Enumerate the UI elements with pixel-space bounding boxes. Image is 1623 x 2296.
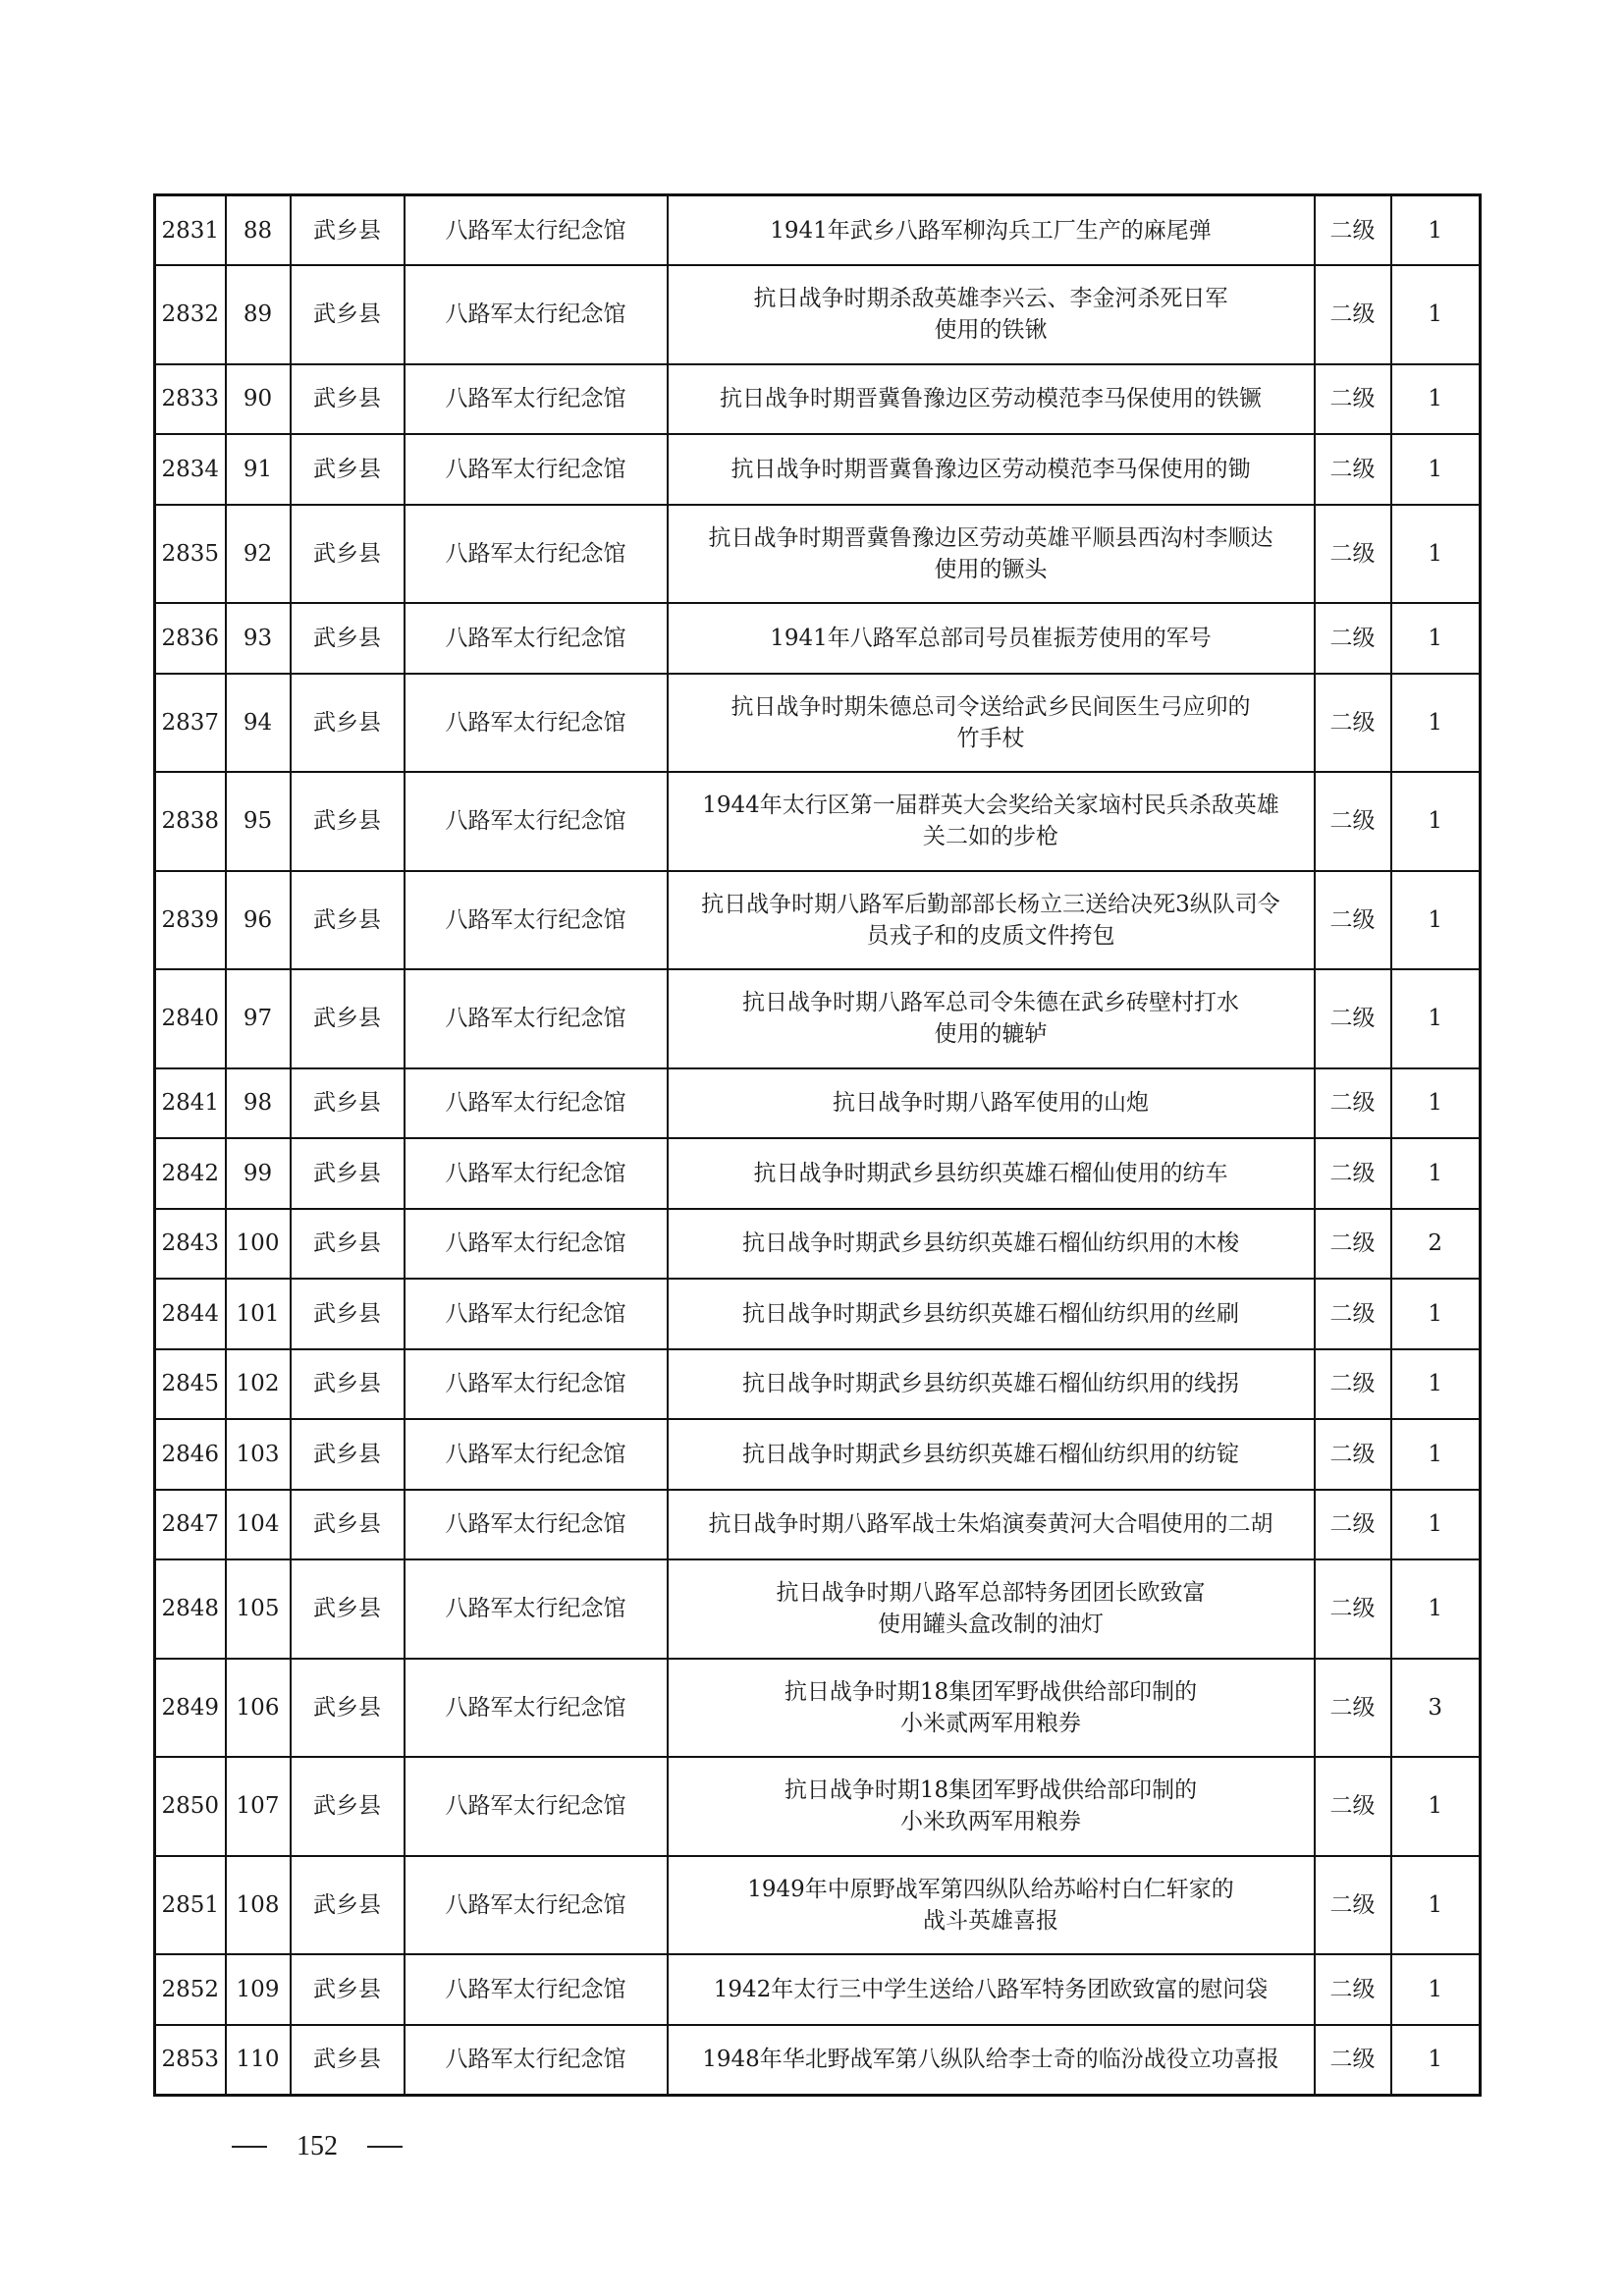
table-row: [155, 1490, 1481, 1560]
table-row: [155, 434, 1481, 505]
holding-unit-cell: 八路军太行纪念馆: [405, 1954, 668, 2025]
quantity-cell: 1: [1391, 1559, 1481, 1659]
relics-table: [153, 193, 1482, 2097]
holding-unit-cell: 八路军太行纪念馆: [405, 603, 668, 674]
grade-cell: 二级: [1315, 195, 1391, 266]
county-cell: 武乡县: [291, 1279, 405, 1349]
relic-name-cell: 1941年八路军总部司号员崔振芳使用的军号: [668, 603, 1315, 674]
county-cell: 武乡县: [291, 1954, 405, 2025]
grade-cell: 二级: [1315, 1757, 1391, 1856]
holding-unit-cell: 八路军太行纪念馆: [405, 871, 668, 970]
table-row: [155, 1559, 1481, 1659]
relic-name-cell: 1941年武乡八路军柳沟兵工厂生产的麻尾弹: [668, 195, 1315, 266]
holding-unit-cell: 八路军太行纪念馆: [405, 1659, 668, 1758]
grade-cell: 二级: [1315, 434, 1391, 505]
item-number-cell: 105: [226, 1559, 291, 1659]
serial-number-cell: 2849: [155, 1659, 226, 1758]
grade-cell: 二级: [1315, 1279, 1391, 1349]
holding-unit-cell: 八路军太行纪念馆: [405, 1279, 668, 1349]
item-number-cell: 97: [226, 969, 291, 1068]
table-row: [155, 195, 1481, 266]
serial-number-cell: 2834: [155, 434, 226, 505]
county-cell: 武乡县: [291, 265, 405, 364]
item-number-cell: 102: [226, 1349, 291, 1420]
holding-unit-cell: 八路军太行纪念馆: [405, 969, 668, 1068]
grade-cell: 二级: [1315, 364, 1391, 435]
grade-cell: 二级: [1315, 265, 1391, 364]
table-row: [155, 674, 1481, 773]
serial-number-cell: 2837: [155, 674, 226, 773]
holding-unit-cell: 八路军太行纪念馆: [405, 1757, 668, 1856]
county-cell: 武乡县: [291, 364, 405, 435]
grade-cell: 二级: [1315, 674, 1391, 773]
quantity-cell: 1: [1391, 1279, 1481, 1349]
serial-number-cell: 2840: [155, 969, 226, 1068]
county-cell: 武乡县: [291, 674, 405, 773]
grade-cell: 二级: [1315, 1559, 1391, 1659]
quantity-cell: 1: [1391, 505, 1481, 604]
relic-name-cell: 抗日战争时期朱德总司令送给武乡民间医生弓应卯的 竹手杖: [668, 674, 1315, 773]
relic-name-cell: 抗日战争时期武乡县纺织英雄石榴仙纺织用的木梭: [668, 1209, 1315, 1280]
relic-name-cell: 抗日战争时期八路军后勤部部长杨立三送给决死3纵队司令 员戎子和的皮质文件挎包: [668, 871, 1315, 970]
quantity-cell: 1: [1391, 1954, 1481, 2025]
relic-name-cell: 1948年华北野战军第八纵队给李士奇的临汾战役立功喜报: [668, 2025, 1315, 2096]
quantity-cell: 1: [1391, 1068, 1481, 1139]
relic-name-cell: 抗日战争时期武乡县纺织英雄石榴仙纺织用的纺锭: [668, 1419, 1315, 1490]
county-cell: 武乡县: [291, 195, 405, 266]
county-cell: 武乡县: [291, 603, 405, 674]
page-footer: [232, 2131, 403, 2162]
grade-cell: 二级: [1315, 1954, 1391, 2025]
table-row: [155, 1068, 1481, 1139]
holding-unit-cell: 八路军太行纪念馆: [405, 1559, 668, 1659]
item-number-cell: 98: [226, 1068, 291, 1139]
county-cell: 武乡县: [291, 1138, 405, 1209]
item-number-cell: 101: [226, 1279, 291, 1349]
serial-number-cell: 2847: [155, 1490, 226, 1560]
serial-number-cell: 2851: [155, 1856, 226, 1955]
quantity-cell: 1: [1391, 195, 1481, 266]
serial-number-cell: 2838: [155, 772, 226, 871]
holding-unit-cell: 八路军太行纪念馆: [405, 1349, 668, 1420]
holding-unit-cell: 八路军太行纪念馆: [405, 1490, 668, 1560]
holding-unit-cell: 八路军太行纪念馆: [405, 1068, 668, 1139]
serial-number-cell: 2839: [155, 871, 226, 970]
serial-number-cell: 2842: [155, 1138, 226, 1209]
serial-number-cell: 2833: [155, 364, 226, 435]
holding-unit-cell: 八路军太行纪念馆: [405, 195, 668, 266]
county-cell: 武乡县: [291, 1659, 405, 1758]
holding-unit-cell: 八路军太行纪念馆: [405, 505, 668, 604]
item-number-cell: 88: [226, 195, 291, 266]
table-row: [155, 1209, 1481, 1280]
quantity-cell: 1: [1391, 772, 1481, 871]
quantity-cell: 1: [1391, 1349, 1481, 1420]
item-number-cell: 92: [226, 505, 291, 604]
item-number-cell: 107: [226, 1757, 291, 1856]
county-cell: 武乡县: [291, 1419, 405, 1490]
serial-number-cell: 2832: [155, 265, 226, 364]
relic-name-cell: 抗日战争时期18集团军野战供给部印制的 小米玖两军用粮券: [668, 1757, 1315, 1856]
relic-name-cell: 抗日战争时期八路军战士朱焰演奏黄河大合唱使用的二胡: [668, 1490, 1315, 1560]
grade-cell: 二级: [1315, 1349, 1391, 1420]
item-number-cell: 95: [226, 772, 291, 871]
quantity-cell: 1: [1391, 434, 1481, 505]
relic-name-cell: 抗日战争时期晋冀鲁豫边区劳动英雄平顺县西沟村李顺达 使用的镢头: [668, 505, 1315, 604]
relic-name-cell: 抗日战争时期八路军使用的山炮: [668, 1068, 1315, 1139]
grade-cell: 二级: [1315, 2025, 1391, 2096]
dash-left: [232, 2146, 267, 2148]
serial-number-cell: 2848: [155, 1559, 226, 1659]
item-number-cell: 99: [226, 1138, 291, 1209]
relic-name-cell: 抗日战争时期武乡县纺织英雄石榴仙使用的纺车: [668, 1138, 1315, 1209]
relic-name-cell: 抗日战争时期武乡县纺织英雄石榴仙纺织用的丝刷: [668, 1279, 1315, 1349]
quantity-cell: 1: [1391, 871, 1481, 970]
item-number-cell: 104: [226, 1490, 291, 1560]
table-row: [155, 1659, 1481, 1758]
relic-name-cell: 1944年太行区第一届群英大会奖给关家垴村民兵杀敌英雄 关二如的步枪: [668, 772, 1315, 871]
item-number-cell: 108: [226, 1856, 291, 1955]
holding-unit-cell: 八路军太行纪念馆: [405, 674, 668, 773]
county-cell: 武乡县: [291, 1757, 405, 1856]
county-cell: 武乡县: [291, 1349, 405, 1420]
grade-cell: 二级: [1315, 1490, 1391, 1560]
county-cell: 武乡县: [291, 1490, 405, 1560]
table-row: [155, 603, 1481, 674]
table-row: [155, 1757, 1481, 1856]
item-number-cell: 103: [226, 1419, 291, 1490]
relic-name-cell: 抗日战争时期晋冀鲁豫边区劳动模范李马保使用的铁镢: [668, 364, 1315, 435]
holding-unit-cell: 八路军太行纪念馆: [405, 265, 668, 364]
quantity-cell: 1: [1391, 1856, 1481, 1955]
grade-cell: 二级: [1315, 1138, 1391, 1209]
item-number-cell: 106: [226, 1659, 291, 1758]
table-row: [155, 1856, 1481, 1955]
item-number-cell: 110: [226, 2025, 291, 2096]
item-number-cell: 100: [226, 1209, 291, 1280]
serial-number-cell: 2831: [155, 195, 226, 266]
table-row: [155, 871, 1481, 970]
holding-unit-cell: 八路军太行纪念馆: [405, 434, 668, 505]
table-row: [155, 1954, 1481, 2025]
county-cell: 武乡县: [291, 969, 405, 1068]
quantity-cell: 1: [1391, 1757, 1481, 1856]
item-number-cell: 93: [226, 603, 291, 674]
serial-number-cell: 2850: [155, 1757, 226, 1856]
table-row: [155, 969, 1481, 1068]
table-row: [155, 265, 1481, 364]
quantity-cell: 1: [1391, 674, 1481, 773]
county-cell: 武乡县: [291, 1068, 405, 1139]
relic-name-cell: 抗日战争时期武乡县纺织英雄石榴仙纺织用的线拐: [668, 1349, 1315, 1420]
county-cell: 武乡县: [291, 871, 405, 970]
quantity-cell: 1: [1391, 364, 1481, 435]
serial-number-cell: 2836: [155, 603, 226, 674]
grade-cell: 二级: [1315, 1419, 1391, 1490]
holding-unit-cell: 八路军太行纪念馆: [405, 2025, 668, 2096]
table-row: [155, 1419, 1481, 1490]
county-cell: 武乡县: [291, 1856, 405, 1955]
holding-unit-cell: 八路军太行纪念馆: [405, 1419, 668, 1490]
relic-name-cell: 抗日战争时期18集团军野战供给部印制的 小米贰两军用粮券: [668, 1659, 1315, 1758]
grade-cell: 二级: [1315, 1659, 1391, 1758]
serial-number-cell: 2845: [155, 1349, 226, 1420]
item-number-cell: 94: [226, 674, 291, 773]
county-cell: 武乡县: [291, 1209, 405, 1280]
serial-number-cell: 2841: [155, 1068, 226, 1139]
item-number-cell: 91: [226, 434, 291, 505]
relic-name-cell: 抗日战争时期八路军总部特务团团长欧致富 使用罐头盒改制的油灯: [668, 1559, 1315, 1659]
quantity-cell: 1: [1391, 1138, 1481, 1209]
county-cell: 武乡县: [291, 505, 405, 604]
table-row: [155, 364, 1481, 435]
relic-name-cell: 抗日战争时期杀敌英雄李兴云、李金河杀死日军 使用的铁锹: [668, 265, 1315, 364]
table-row: [155, 1138, 1481, 1209]
grade-cell: 二级: [1315, 603, 1391, 674]
holding-unit-cell: 八路军太行纪念馆: [405, 1209, 668, 1280]
grade-cell: 二级: [1315, 772, 1391, 871]
serial-number-cell: 2846: [155, 1419, 226, 1490]
holding-unit-cell: 八路军太行纪念馆: [405, 364, 668, 435]
serial-number-cell: 2844: [155, 1279, 226, 1349]
quantity-cell: 2: [1391, 1209, 1481, 1280]
quantity-cell: 3: [1391, 1659, 1481, 1758]
table-row: [155, 505, 1481, 604]
quantity-cell: 1: [1391, 265, 1481, 364]
grade-cell: 二级: [1315, 1068, 1391, 1139]
serial-number-cell: 2835: [155, 505, 226, 604]
serial-number-cell: 2853: [155, 2025, 226, 2096]
table-row: [155, 1279, 1481, 1349]
county-cell: 武乡县: [291, 2025, 405, 2096]
item-number-cell: 90: [226, 364, 291, 435]
item-number-cell: 96: [226, 871, 291, 970]
dash-right: [367, 2146, 403, 2148]
table-row: [155, 772, 1481, 871]
relic-name-cell: 1942年太行三中学生送给八路军特务团欧致富的慰问袋: [668, 1954, 1315, 2025]
quantity-cell: 1: [1391, 1490, 1481, 1560]
item-number-cell: 89: [226, 265, 291, 364]
table-row: [155, 1349, 1481, 1420]
holding-unit-cell: 八路军太行纪念馆: [405, 1138, 668, 1209]
relic-name-cell: 抗日战争时期八路军总司令朱德在武乡砖壁村打水 使用的辘轳: [668, 969, 1315, 1068]
quantity-cell: 1: [1391, 2025, 1481, 2096]
grade-cell: 二级: [1315, 871, 1391, 970]
holding-unit-cell: 八路军太行纪念馆: [405, 772, 668, 871]
grade-cell: 二级: [1315, 1856, 1391, 1955]
county-cell: 武乡县: [291, 434, 405, 505]
serial-number-cell: 2843: [155, 1209, 226, 1280]
county-cell: 武乡县: [291, 1559, 405, 1659]
grade-cell: 二级: [1315, 969, 1391, 1068]
quantity-cell: 1: [1391, 969, 1481, 1068]
relic-name-cell: 1949年中原野战军第四纵队给苏峪村白仁轩家的 战斗英雄喜报: [668, 1856, 1315, 1955]
holding-unit-cell: 八路军太行纪念馆: [405, 1856, 668, 1955]
table-row: [155, 2025, 1481, 2096]
quantity-cell: 1: [1391, 603, 1481, 674]
grade-cell: 二级: [1315, 505, 1391, 604]
quantity-cell: 1: [1391, 1419, 1481, 1490]
item-number-cell: 109: [226, 1954, 291, 2025]
grade-cell: 二级: [1315, 1209, 1391, 1280]
relic-name-cell: 抗日战争时期晋冀鲁豫边区劳动模范李马保使用的锄: [668, 434, 1315, 505]
page-number: 152: [297, 2131, 338, 2161]
serial-number-cell: 2852: [155, 1954, 226, 2025]
county-cell: 武乡县: [291, 772, 405, 871]
